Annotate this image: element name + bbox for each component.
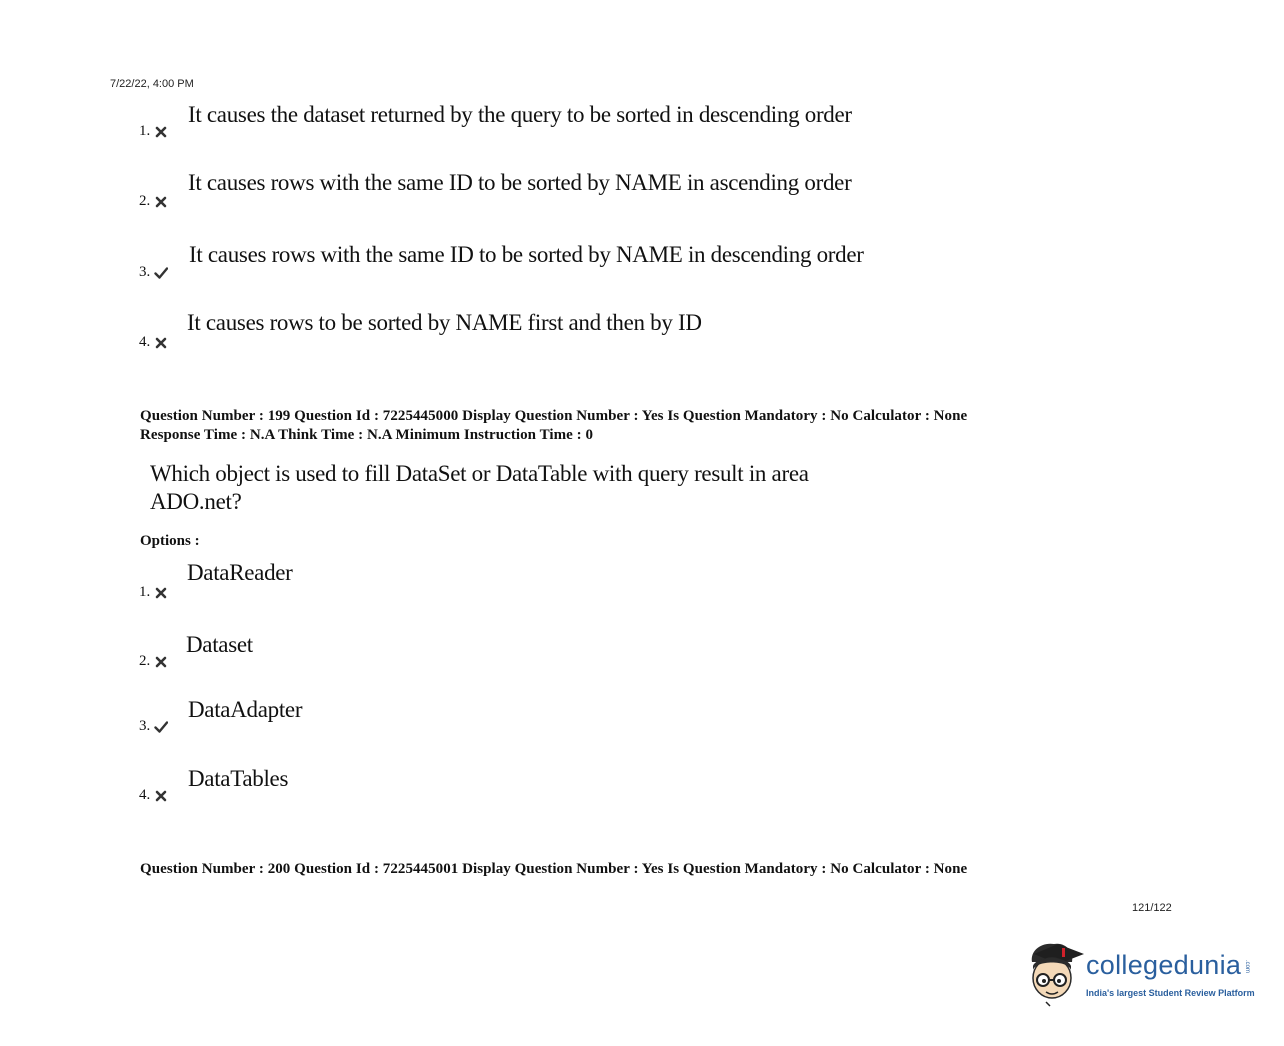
question-meta: Question Number : 200 Question Id : 7225445001 Display Question Number : Yes Is Question Mandatory : No Calculator : None bbox=[140, 861, 968, 877]
option-index: 3. bbox=[139, 718, 151, 734]
option-index: 3. bbox=[139, 264, 151, 280]
collegedunia-logo bbox=[1024, 940, 1254, 1010]
cross-icon bbox=[154, 195, 168, 209]
option-index: 2. bbox=[139, 653, 151, 669]
option-text: It causes rows to be sorted by NAME first and then by ID bbox=[187, 310, 702, 335]
cross-icon bbox=[154, 655, 168, 669]
options-label: Options : bbox=[140, 533, 200, 549]
option-text: Dataset bbox=[186, 632, 253, 657]
cross-icon bbox=[154, 586, 168, 600]
question-text-line: Which object is used to fill DataSet or DataTable with query result in area bbox=[150, 461, 809, 486]
logo-wordmark: collegedunia bbox=[1086, 950, 1242, 980]
option-text: DataTables bbox=[188, 766, 289, 791]
mascot-icon bbox=[1024, 940, 1086, 1008]
option-index: 2. bbox=[139, 193, 151, 209]
option-number bbox=[139, 264, 168, 281]
option-text: It causes rows with the same ID to be sorted by NAME in ascending order bbox=[188, 170, 852, 195]
question-text-line: ADO.net? bbox=[150, 489, 242, 514]
option-index: 1. bbox=[139, 584, 151, 600]
option-index: 4. bbox=[139, 787, 151, 803]
option-number bbox=[139, 718, 168, 735]
option-index: 4. bbox=[139, 334, 151, 350]
option-number bbox=[139, 653, 168, 670]
option-text: It causes the dataset returned by the query to be sorted in descending order bbox=[188, 102, 852, 127]
option-text: DataReader bbox=[187, 560, 293, 585]
option-number bbox=[139, 334, 168, 351]
logo-tagline: India's largest Student Review Platform bbox=[1086, 988, 1255, 998]
option-text-correct: It causes rows with the same ID to be sorted by NAME in descending order bbox=[189, 242, 864, 267]
page-number: 121/122 bbox=[1132, 902, 1172, 914]
option-index: 1. bbox=[139, 123, 151, 139]
option-number bbox=[139, 123, 168, 140]
question-timing-meta: Response Time : N.A Think Time : N.A Minimum Instruction Time : 0 bbox=[140, 427, 594, 443]
logo-suffix: .com bbox=[1244, 960, 1250, 974]
option-text-correct: DataAdapter bbox=[188, 697, 303, 722]
option-number bbox=[139, 193, 168, 210]
cross-icon bbox=[154, 789, 168, 803]
question-meta: Question Number : 199 Question Id : 7225445000 Display Question Number : Yes Is Question Mandatory : No Calculator : None bbox=[140, 408, 968, 424]
cross-icon bbox=[154, 125, 168, 139]
option-number bbox=[139, 584, 168, 601]
print-timestamp: 7/22/22, 4:00 PM bbox=[110, 78, 194, 90]
option-number bbox=[139, 787, 168, 804]
cross-icon bbox=[154, 336, 168, 350]
check-icon bbox=[154, 720, 168, 734]
question-text bbox=[150, 460, 870, 516]
check-icon bbox=[154, 266, 168, 280]
